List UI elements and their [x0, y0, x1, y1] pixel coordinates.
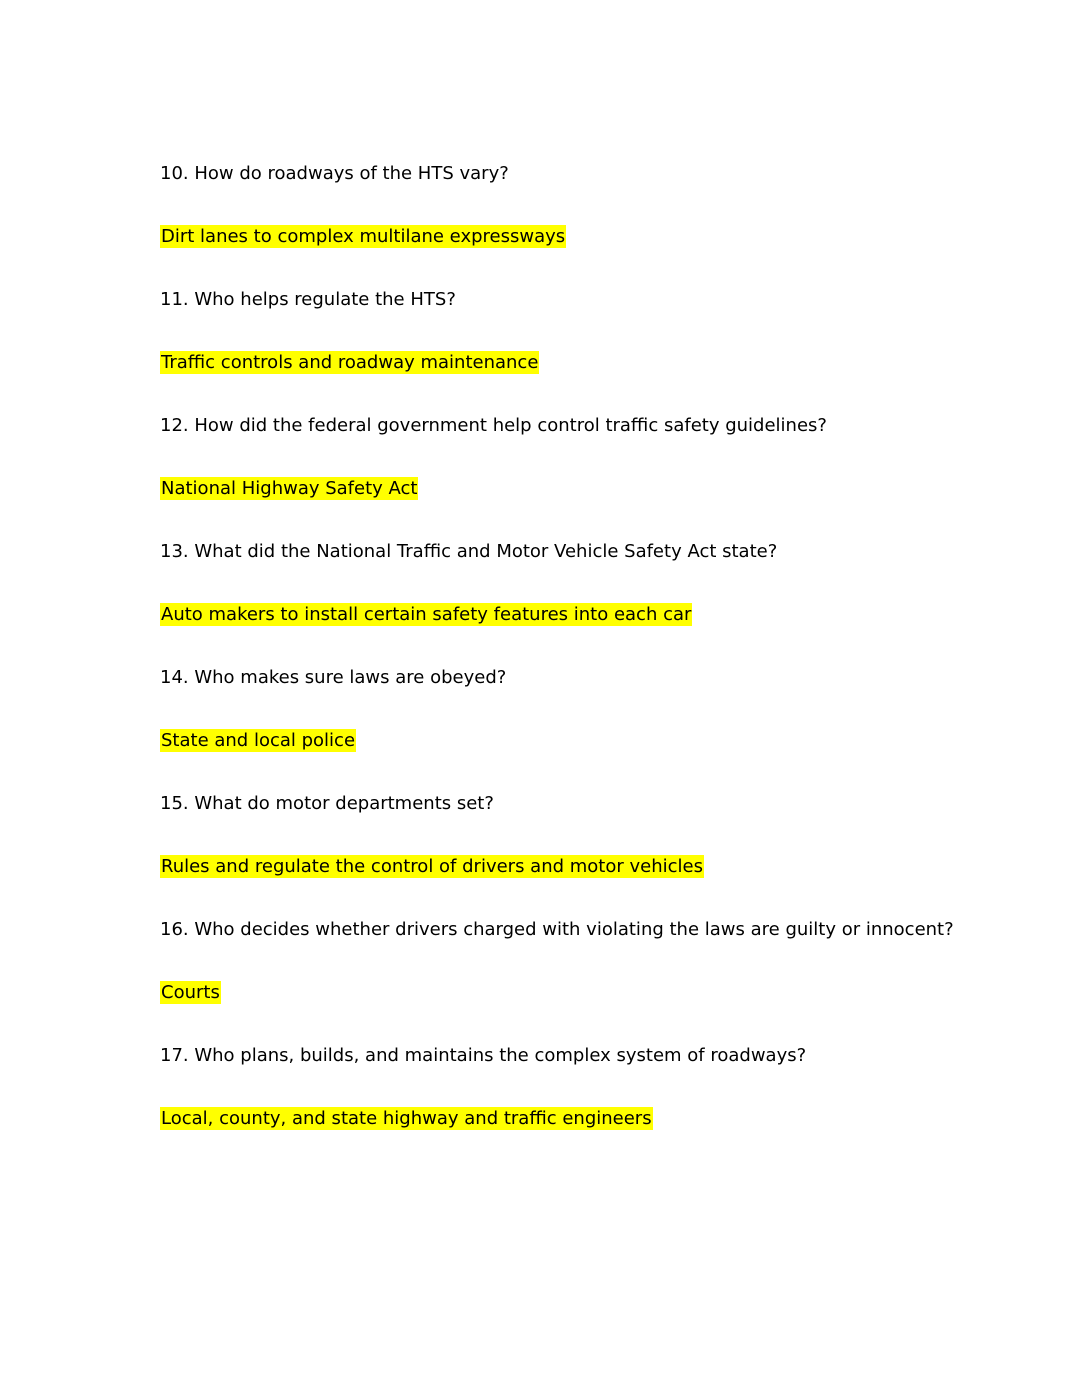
qa-item-16 — [160, 916, 1020, 1007]
answer-11-highlight: Traffic controls and roadway maintenance — [161, 352, 539, 373]
question-12: 12. How did the federal government help control traffic safety guidelines? — [160, 415, 827, 436]
question-14: 14. Who makes sure laws are obeyed? — [160, 667, 507, 688]
qa-item-10 — [160, 160, 1020, 251]
qa-item-11 — [160, 286, 1020, 377]
qa-item-13 — [160, 538, 1020, 629]
question-15: 15. What do motor departments set? — [160, 793, 494, 814]
document-page — [160, 160, 1020, 1168]
qa-item-17 — [160, 1042, 1020, 1133]
question-16: 16. Who decides whether drivers charged with violating the laws are guilty or innocent? — [160, 919, 954, 940]
answer-16 — [160, 979, 1020, 1007]
answer-13-highlight: Auto makers to install certain safety features into each car — [161, 604, 692, 625]
answer-10 — [160, 223, 1020, 251]
question-17: 17. Who plans, builds, and maintains the complex system of roadways? — [160, 1045, 807, 1066]
answer-15-highlight: Rules and regulate the control of drivers and motor vehicles — [161, 856, 703, 877]
qa-item-14 — [160, 664, 1020, 755]
answer-17-highlight: Local, county, and state highway and traffic engineers — [161, 1108, 652, 1129]
answer-17 — [160, 1105, 1020, 1133]
question-13: 13. What did the National Traffic and Motor Vehicle Safety Act state? — [160, 541, 778, 562]
question-11: 11. Who helps regulate the HTS? — [160, 289, 456, 310]
answer-12-highlight: National Highway Safety Act — [161, 478, 418, 499]
answer-11 — [160, 349, 1020, 377]
answer-14-highlight: State and local police — [161, 730, 356, 751]
answer-13 — [160, 601, 1020, 629]
answer-12 — [160, 475, 1020, 503]
answer-15 — [160, 853, 1020, 881]
answer-10-highlight: Dirt lanes to complex multilane expressways — [161, 226, 566, 247]
answer-16-highlight: Courts — [161, 982, 220, 1003]
qa-item-15 — [160, 790, 1020, 881]
qa-item-12 — [160, 412, 1020, 503]
question-10: 10. How do roadways of the HTS vary? — [160, 163, 509, 184]
answer-14 — [160, 727, 1020, 755]
